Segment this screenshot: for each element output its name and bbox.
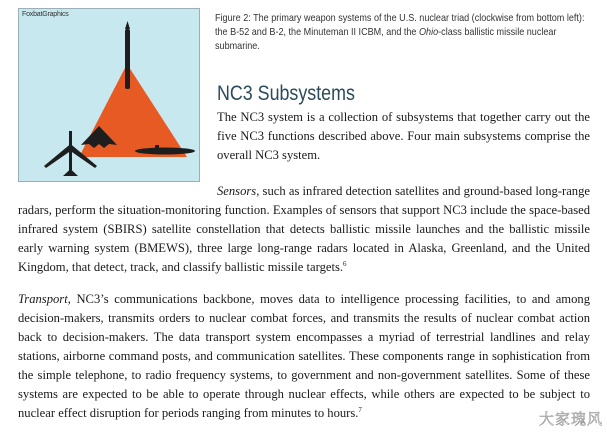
transport-paragraph xyxy=(18,290,590,423)
triad-illustration xyxy=(19,9,201,183)
icbm-missile-icon xyxy=(125,21,130,89)
figure-caption xyxy=(215,12,593,54)
caption-italic: Ohio xyxy=(418,27,439,38)
transport-term: Transport xyxy=(18,292,68,306)
triad-figure xyxy=(18,8,200,182)
footnote-ref[interactable]: 6 xyxy=(343,260,347,268)
footnote-ref[interactable]: 7 xyxy=(358,406,362,414)
sensors-paragraph xyxy=(18,182,590,277)
watermark: 大家瑰风 xyxy=(538,410,603,428)
sensors-text: , such as infrared detection satellites and ground-based long-range radars, perform the situation-monitoring function. Examples of sensors that support NC3 include the space-based infrared system (SBIRS) satellite constellation that detects ballistic missile launches and the ballistic missile early warning system (BMEWS), three large long-range radars located in Alaska, Greenland, and the United Kingdom, that detect, track, and classify ballistic missile targets. xyxy=(18,184,590,274)
caption-text-end: -class ballistic missile nuclear submarine. xyxy=(215,27,557,52)
caption-text: Figure 2: The primary weapon systems of the U.S. nuclear triad (clockwise from bottom left): the B-52 and B-2, the Minuteman II ICBM, and the xyxy=(215,13,585,38)
sensors-term: Sensors xyxy=(217,184,257,198)
transport-text: , NC3’s communications backbone, moves data to intelligence processing facilities, to and among decision-makers, transmits orders to nuclear combat forces, and transmits the results of nuclear combat action back to decision-makers. The data transport system encompasses a myriad of terrestrial landlines and relay stations, airborne command posts, and communication satellites. These components range in sophistication from the simple telephone, to radio frequency systems, to government and non-government satellites. Some of these systems are expected to be able to operate through nuclear effects, while others are expected to be subject to nuclear effect disruption for periods ranging from minutes to hours. xyxy=(18,292,590,420)
intro-paragraph: The NC3 system is a collection of subsystems that together carry out the five NC3 functions described above. Four main subsystems comprise the overall NC3 system. xyxy=(217,110,590,162)
section-title: NC3 Subsystems xyxy=(217,82,355,105)
figure-credit: FoxbatGraphics xyxy=(22,11,69,18)
